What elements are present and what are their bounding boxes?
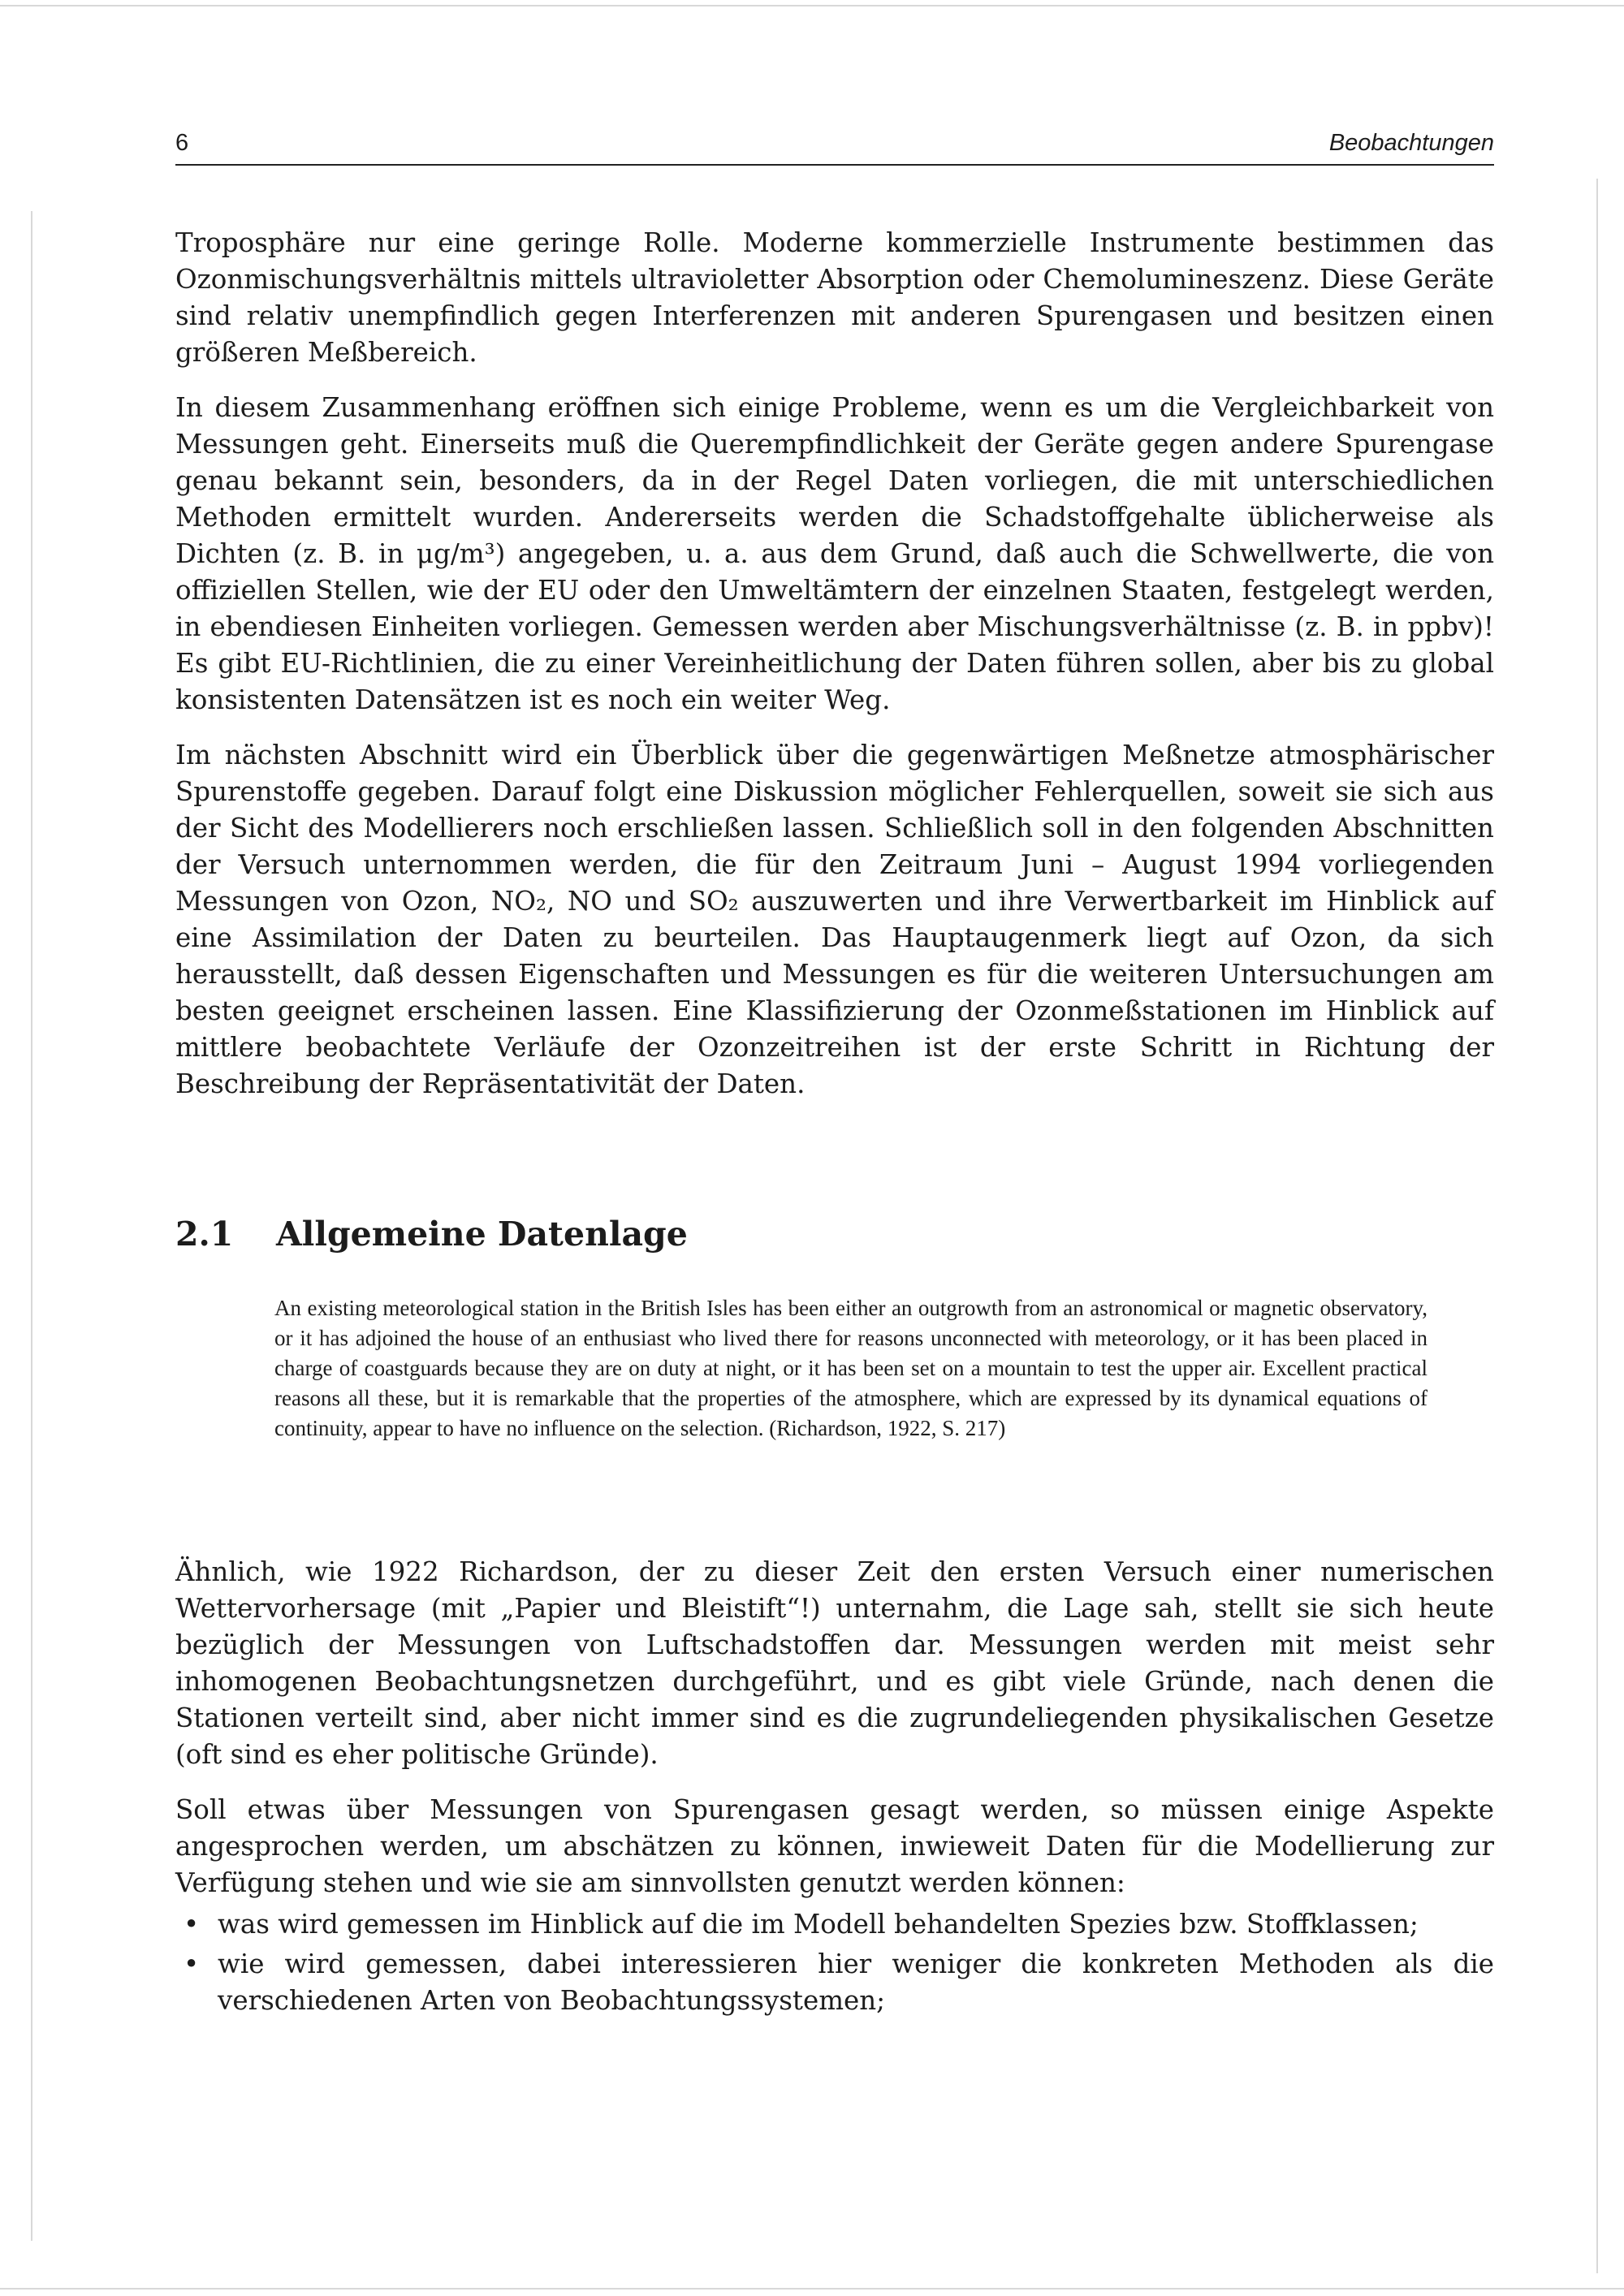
list-item-text: was wird gemessen im Hinblick auf die im Modell behandelten Spezies bzw. Stoffklassen;: [218, 1909, 1419, 1940]
section-text-block: [175, 1554, 1494, 1920]
list-item-text: wie wird gemessen, dabei interessieren hier weniger die konkreten Methoden als die verschiedenen Arten von Beobachtungssystemen;: [218, 1949, 1494, 2016]
paragraph: Im nächsten Abschnitt wird ein Überblick über die gegenwärtigen Meßnetze atmosphärischer Spurenstoffe gegeben. Darauf folgt eine Diskussion möglicher Fehlerquellen, soweit sie sich aus der Sicht des Modellierers noch erschließen lassen. Schließlich soll in den folgenden Abschnitten der Versuch unternommen werden, die für den Zeitraum Juni – August 1994 vorliegenden Messungen von Ozon, NO₂, NO und SO₂ auszuwerten und ihre Verwertbarkeit im Hinblick auf eine Assimilation der Daten zu beurteilen. Das Hauptaugenmerk liegt auf Ozon, da sich herausstellt, daß dessen Eigenschaften und Messungen es für die weiteren Untersuchungen am besten geeignet erscheinen lassen. Eine Klassifizierung der Ozonmeßstationen im Hinblick auf mittlere beobachtete Verläufe der Ozonzeitreihen ist der erste Schritt in Richtung der Beschreibung der Repräsentativität der Daten.: [175, 740, 1494, 1099]
section-number: 2.1: [175, 1215, 234, 1254]
section-title: Allgemeine Datenlage: [276, 1215, 688, 1254]
scan-edge-right: [1596, 179, 1598, 2273]
paragraph: In diesem Zusammenhang eröffnen sich einige Probleme, wenn es um die Vergleichbarkeit von Messungen geht. Einerseits muß die Querempfindlichkeit der Geräte gegen andere Spurengase genau bekannt sein, besonders, da in der Regel Daten vorliegen, die mit unterschiedlichen Methoden ermittelt wurden. Andererseits werden die Schadstoffgehalte üblicherweise als Dichten (z. B. in μg/m³) angegeben, u. a. aus dem Grund, daß auch die Schwellwerte, die von offiziellen Stellen, wie der EU oder den Umweltämtern der einzelnen Staaten, festgelegt werden, in ebendiesen Einheiten vorliegen. Gemessen werden aber Mischungsverhältnisse (z. B. in ppbv)! Es gibt EU-Richtlinien, die zu einer Vereinheitlichung der Daten führen sollen, aber bis zu global konsistenten Datensätzen ist es noch ein weiter Weg.: [175, 392, 1494, 715]
bullet-list: [175, 1906, 1494, 2022]
list-item: [175, 1906, 1494, 1943]
paragraph: Troposphäre nur eine geringe Rolle. Moderne kommerzielle Instrumente bestimmen das Ozonmischungsverhältnis mittels ultravioletter Absorption oder Chemolumineszenz. Diese Geräte sind relativ unempfindlich gegen Interferenzen mit anderen Spurengasen und besitzen einen größeren Meßbereich.: [175, 227, 1494, 368]
running-head: [175, 128, 1494, 166]
page-number: 6: [175, 130, 189, 156]
bullet-icon: •: [184, 1909, 200, 1940]
epigraph-quote: An existing meteorological station in the British Isles has been either an outgrowth from an astronomical or magnetic observatory, or it has adjoined the house of an enthusiast who lived there for reasons unconnected with meteorology, or it has been placed in charge of coastguards because they are on duty at night, or it has been set on a mountain to test the upper air. Excellent practical reasons all these, but it is remarkable that the properties of the atmosphere, which are expressed by its dynamical equations of continuity, appear to have no influence on the selection. (Richardson, 1922, S. 217): [274, 1296, 1427, 1440]
scan-edge-top: [0, 5, 1624, 6]
list-item: [175, 1946, 1494, 2019]
paragraph: Ähnlich, wie 1922 Richardson, der zu dieser Zeit den ersten Versuch einer numerischen Wettervorhersage (mit „Papier und Bleistift“!) unternahm, die Lage sah, stellt sie sich heute bezüglich der Messungen von Luftschadstoffen dar. Messungen werden mit meist sehr inhomogenen Beobachtungsnetzen durchgeführt, und es gibt viele Gründe, nach denen die Stationen verteilt sind, aber nicht immer sind es die zugrundeliegenden physikalischen Gesetze (oft sind es eher politische Gründe).: [175, 1556, 1494, 1770]
paragraph: Soll etwas über Messungen von Spurengasen gesagt werden, so müssen einige Aspekte angesprochen werden, um abschätzen zu können, inwieweit Daten für die Modellierung zur Verfügung stehen und wie sie am sinnvollsten genutzt werden können:: [175, 1794, 1494, 1898]
scan-edge-bottom: [0, 2288, 1624, 2290]
intro-text-block: [175, 225, 1494, 1121]
chapter-title: Beobachtungen: [1328, 130, 1494, 156]
scan-edge-left: [31, 211, 32, 2241]
bullet-icon: •: [184, 1949, 200, 1979]
section-heading: [175, 1215, 688, 1254]
